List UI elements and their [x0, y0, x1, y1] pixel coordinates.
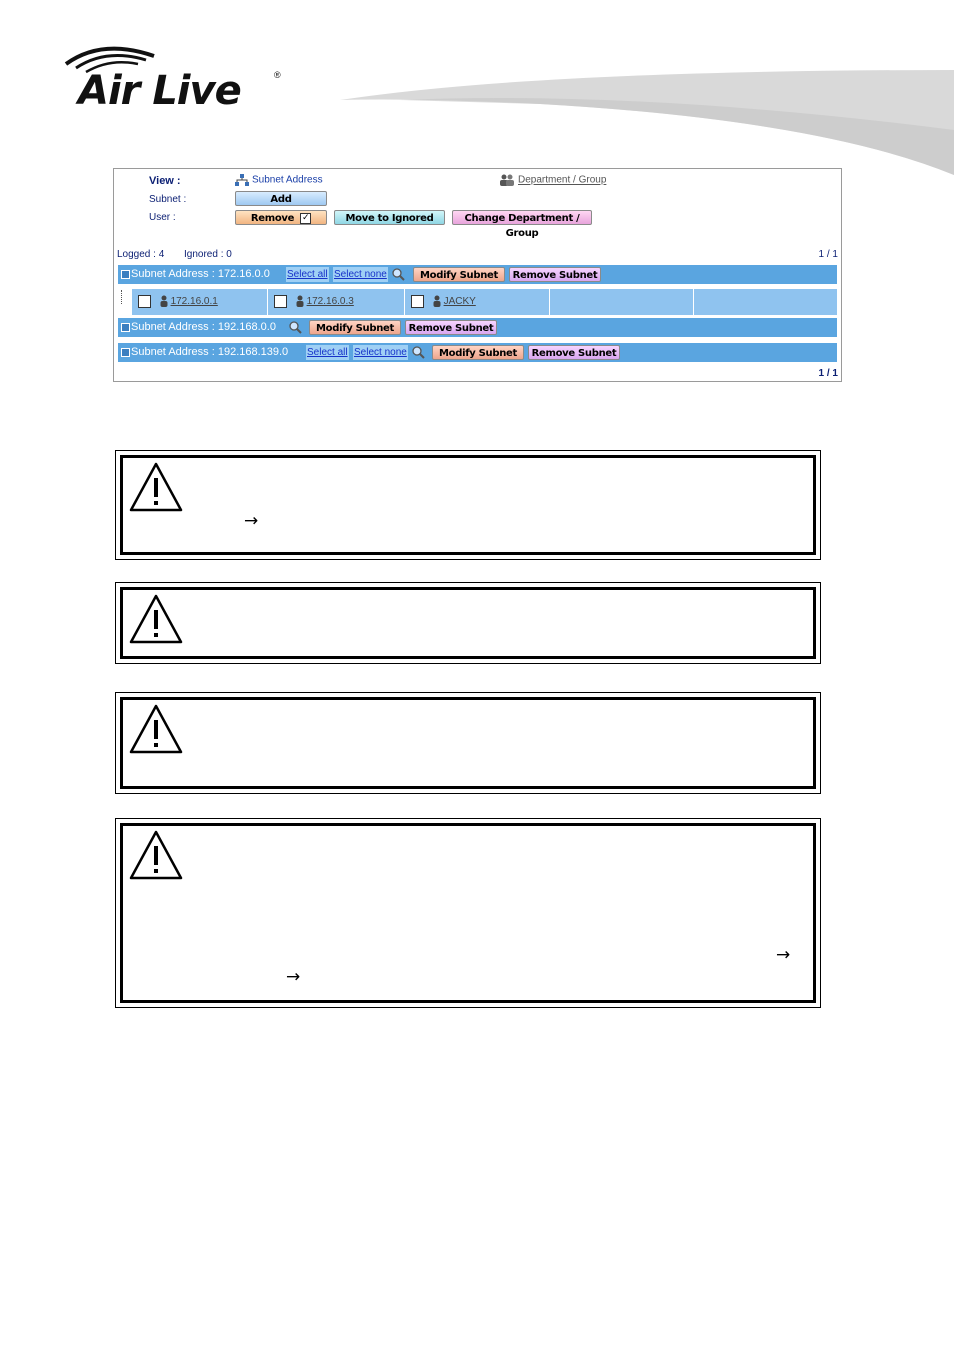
select-all-link[interactable]: Select all	[287, 269, 328, 280]
move-to-ignored-button[interactable]: Move to Ignored	[334, 210, 445, 225]
select-all-link[interactable]: Select all	[307, 347, 348, 358]
modify-subnet-button[interactable]: Modify Subnet	[432, 345, 524, 360]
view-department-group-text: Department / Group	[518, 174, 607, 186]
warning-icon	[128, 461, 184, 513]
user-icon	[160, 295, 168, 307]
header-wave-decoration	[340, 60, 954, 180]
logo-text: Air Live	[78, 68, 241, 114]
remove-subnet-button[interactable]: Remove Subnet	[405, 320, 497, 335]
modify-subnet-button[interactable]: Modify Subnet	[309, 320, 401, 335]
collapse-toggle-icon[interactable]	[121, 270, 130, 279]
remove-button[interactable]	[235, 210, 327, 225]
warning-box	[115, 450, 821, 560]
user-checkbox[interactable]	[411, 295, 424, 308]
change-department-group-button[interactable]: Change Department / Group	[452, 210, 592, 225]
page-indicator-top: 1 / 1	[818, 249, 838, 260]
modify-subnet-button[interactable]: Modify Subnet	[413, 267, 505, 282]
warning-icon	[128, 593, 184, 645]
airlive-logo	[62, 42, 292, 112]
view-subnet-address-link[interactable]	[235, 174, 323, 186]
user-management-panel	[113, 168, 842, 382]
arrow-icon: →	[244, 511, 259, 531]
add-button[interactable]: Add	[235, 191, 327, 206]
select-none-link[interactable]: Select none	[354, 347, 407, 358]
collapse-toggle-icon[interactable]	[121, 348, 130, 357]
subnet-address-label: Subnet Address : 192.168.0.0	[131, 321, 276, 333]
ignored-count: Ignored : 0	[184, 249, 232, 260]
arrow-icon: →	[776, 945, 791, 965]
search-icon[interactable]	[412, 346, 425, 359]
user-cell	[405, 289, 550, 315]
empty-cell	[694, 289, 837, 315]
logo-registered: ®	[274, 70, 281, 80]
network-icon	[235, 174, 249, 186]
warning-icon	[128, 829, 184, 881]
remove-button-label: Remove	[250, 213, 295, 224]
select-none-link[interactable]: Select none	[334, 269, 387, 280]
group-icon	[499, 174, 515, 186]
user-link[interactable]: 172.16.0.1	[170, 296, 218, 307]
subnet-address-label: Subnet Address : 172.16.0.0	[131, 268, 270, 280]
user-cell	[132, 289, 268, 315]
user-icon	[433, 295, 441, 307]
view-subnet-address-text: Subnet Address	[252, 174, 323, 186]
subnet-label: Subnet :	[149, 194, 187, 205]
user-checkbox[interactable]	[138, 295, 151, 308]
remove-subnet-button[interactable]: Remove Subnet	[509, 267, 601, 282]
page-indicator-bottom: 1 / 1	[818, 368, 838, 379]
subnet-row	[118, 265, 837, 284]
warning-icon	[128, 703, 184, 755]
warning-box	[115, 692, 821, 794]
user-row	[132, 289, 837, 315]
subnet-address-label: Subnet Address : 192.168.139.0	[131, 346, 289, 358]
user-link[interactable]: 172.16.0.3	[306, 296, 354, 307]
tree-connector	[121, 290, 124, 304]
view-label: View :	[149, 175, 181, 187]
user-cell	[268, 289, 405, 315]
empty-cell	[550, 289, 694, 315]
user-icon	[296, 295, 304, 307]
user-checkbox[interactable]	[274, 295, 287, 308]
search-icon[interactable]	[289, 321, 302, 334]
expand-toggle-icon[interactable]	[121, 323, 130, 332]
warning-box	[115, 582, 821, 664]
subnet-row	[118, 343, 837, 362]
remove-subnet-button[interactable]: Remove Subnet	[528, 345, 620, 360]
view-department-group-link[interactable]	[499, 174, 606, 186]
remove-checkbox[interactable]: ✓	[302, 212, 310, 223]
search-icon[interactable]	[392, 268, 405, 281]
arrow-icon: →	[286, 967, 301, 987]
warning-box	[115, 818, 821, 1008]
subnet-row	[118, 318, 837, 337]
user-label: User :	[149, 212, 176, 223]
user-link[interactable]: JACKY	[443, 296, 476, 307]
logged-count: Logged : 4	[117, 249, 165, 260]
